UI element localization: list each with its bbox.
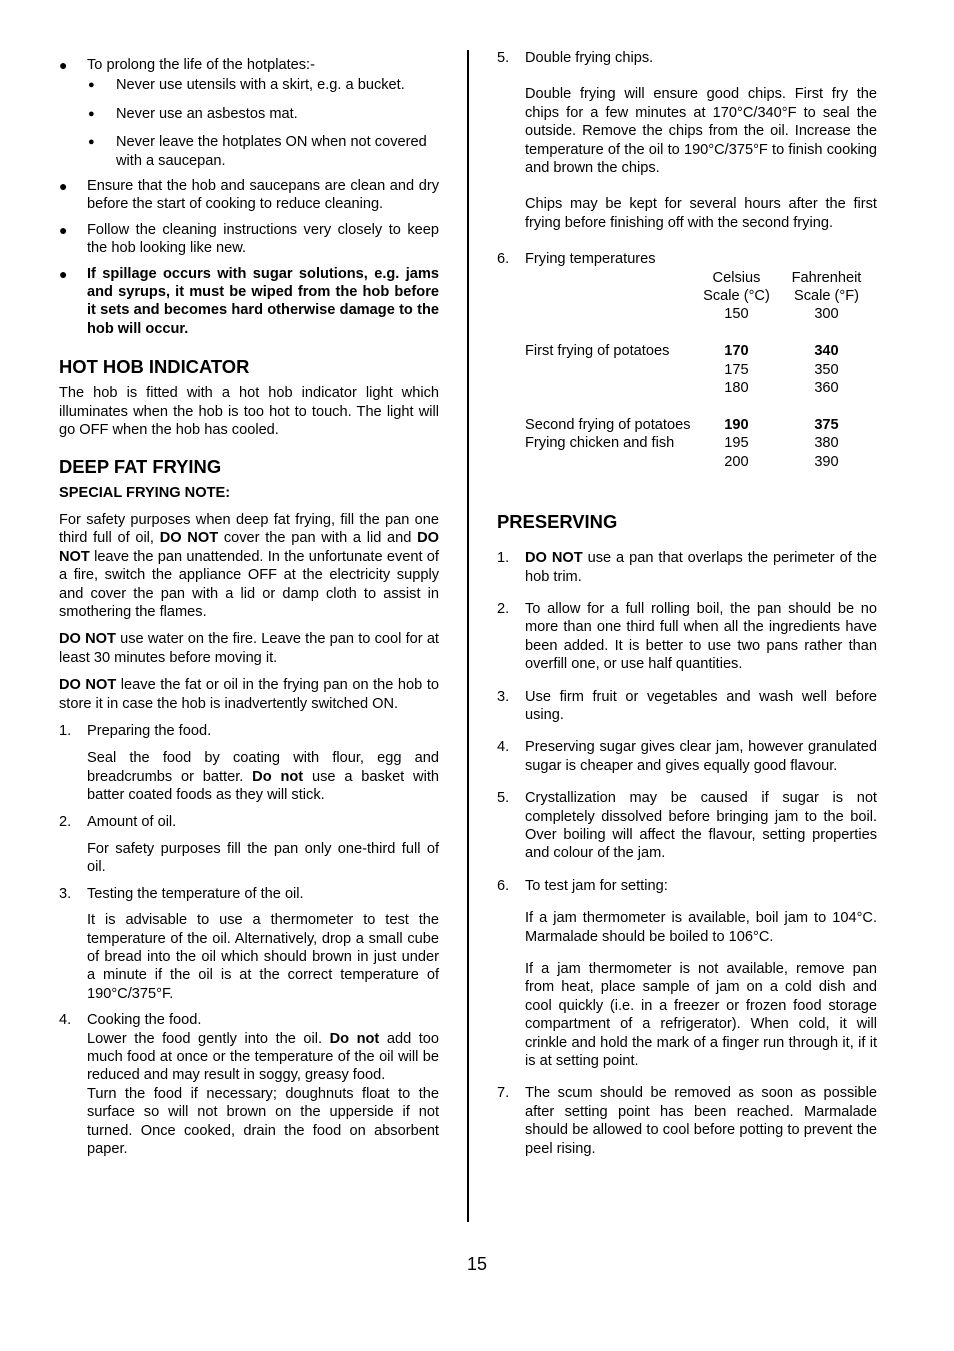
list-item: 4. Preserving sugar gives clear jam, however granulated sugar is cheaper and gives equally good flavour. bbox=[497, 739, 877, 774]
sub-bullet-item bbox=[59, 133, 439, 170]
bullet-text: To prolong the life of the hotplates:- bbox=[87, 57, 315, 73]
list-item: 4. Cooking the food. bbox=[59, 1012, 202, 1029]
table-cell-fahrenheit: 380 bbox=[814, 435, 839, 452]
sub-bullet-text: Never use an asbestos mat. bbox=[116, 105, 298, 122]
table-cell-fahrenheit bbox=[776, 324, 877, 342]
column-divider bbox=[467, 50, 469, 1222]
table-cell-fahrenheit: 360 bbox=[814, 380, 839, 397]
bullet-icon: ● bbox=[59, 221, 68, 238]
list-item: 1. DO NOT use a pan that overlaps the perimeter of the hob trim. bbox=[497, 550, 877, 585]
table-cell-fahrenheit: 375 bbox=[814, 416, 839, 433]
table-cell-label: Second frying of potatoes bbox=[525, 416, 691, 433]
section-heading-deep-fat: DEEP FAT FRYING bbox=[59, 455, 222, 477]
table-cell-celsius bbox=[697, 324, 776, 342]
page-number: 15 bbox=[466, 1254, 488, 1274]
list-item: 2. To allow for a full rolling boil, the pan should be no more than one third full when all the ingredients have been added. It is better to use two pans rather than overfill one, or use half quantities. bbox=[497, 600, 877, 673]
bullet-text: Ensure that the hob and saucepans are clean and dry before the start of cooking to reduce cleaning. bbox=[87, 178, 439, 213]
bullet-item bbox=[59, 177, 439, 214]
list-item: 7. The scum should be removed as soon as possible after setting point has been reached. Marmalade should be allowed to cool before potting to prevent the peel rising. bbox=[497, 1085, 877, 1157]
table-row bbox=[525, 379, 877, 397]
list-item-text: Turn the food if necessary; doughnuts float to the surface so will not brown on the upperside if not turned. Once cooked, drain the food on absorbent paper. bbox=[87, 1085, 439, 1158]
subheading-frying-note: SPECIAL FRYING NOTE: bbox=[59, 484, 231, 501]
table-row bbox=[525, 416, 877, 434]
frying-temperatures-table bbox=[525, 269, 877, 471]
table-row bbox=[525, 324, 877, 342]
section-heading-hot-hob: HOT HOB INDICATOR bbox=[59, 356, 250, 378]
section-heading-preserving: PRESERVING bbox=[497, 511, 618, 533]
list-item: 6. To test jam for setting: If a jam thermometer is available, boil jam to 104°C. Marmalade should be boiled to 106°C. If a jam thermometer is not available, remove pan from heat, place sample of jam on a cold dish and cool quickly (i.e. in a freezer or frozen food storage compartment of a refrigerator). When cold, it will crinkle and hold the mark of a finger run through it, if it is at setting point. bbox=[497, 877, 877, 1070]
left-column bbox=[59, 48, 439, 1159]
list-item: 5. Double frying chips. bbox=[497, 50, 654, 66]
sub-bullet-text: Never leave the hotplates ON when not covered with a saucepan. bbox=[116, 134, 427, 169]
table-row bbox=[525, 453, 877, 471]
bullet-icon: ● bbox=[88, 79, 95, 92]
table-cell-label bbox=[525, 398, 697, 416]
bullet-item-warning bbox=[59, 265, 439, 339]
table-cell-celsius: 170 bbox=[724, 343, 749, 360]
table-cell-fahrenheit: 300 bbox=[814, 306, 839, 323]
list-item-text: For safety purposes fill the pan only one-third full of oil. bbox=[87, 841, 439, 876]
table-cell-label bbox=[525, 453, 697, 471]
list-item: 2. Amount of oil. bbox=[59, 813, 177, 830]
table-cell-celsius: 195 bbox=[724, 435, 749, 452]
table-row bbox=[525, 398, 877, 416]
table-cell-label bbox=[525, 361, 697, 379]
table-row bbox=[525, 361, 877, 379]
bullet-item bbox=[59, 56, 439, 74]
table-cell-label: First frying of potatoes bbox=[525, 343, 670, 360]
table-cell-celsius bbox=[697, 398, 776, 416]
table-cell-label bbox=[525, 305, 697, 323]
table-cell-fahrenheit bbox=[776, 398, 877, 416]
table-cell-celsius: 190 bbox=[724, 416, 749, 433]
hot-hob-text: The hob is fitted with a hot hob indicator light which illuminates when the hob is too hot to touch. The light will go OFF when the hob has cooled. bbox=[59, 385, 439, 439]
frying-water-paragraph: DO NOT use water on the fire. Leave the pan to cool for at least 30 minutes before moving it. bbox=[59, 631, 439, 666]
list-item-text: Lower the food gently into the oil. Do not add too much food at once or the temperature of the oil will be reduced and may result in soggy, greasy food. bbox=[87, 1030, 440, 1084]
table-row bbox=[525, 342, 877, 360]
bullet-icon: ● bbox=[59, 265, 68, 282]
list-item-text: Chips may be kept for several hours after the first frying before finishing off with the second frying. bbox=[525, 196, 877, 231]
table-cell-celsius: 180 bbox=[724, 380, 749, 397]
celsius-header: Celsius Scale (°C) bbox=[703, 269, 770, 305]
table-cell-fahrenheit: 390 bbox=[814, 453, 839, 470]
right-column bbox=[497, 48, 877, 1158]
table-row bbox=[525, 434, 877, 452]
table-cell-fahrenheit: 350 bbox=[814, 361, 839, 378]
bullet-icon: ● bbox=[59, 57, 68, 73]
frying-note-paragraph: For safety purposes when deep fat frying, fill the pan one third full of oil, DO NOT cover the pan with a lid and DO NOT leave the pan unattended. In the unfortunate event of a fire, switch the appliance OFF at the electricity supply and cover the pan with a lid or damp cloth to assist in smothering the flames. bbox=[59, 511, 440, 620]
preserving-list bbox=[497, 549, 877, 1158]
bullet-text: If spillage occurs with sugar solutions, e.g. jams and syrups, it must be wiped from the hob before it sets and becomes hard otherwise damage to the hob will occur. bbox=[87, 265, 439, 337]
table-cell-label bbox=[525, 379, 697, 397]
list-item-text: It is advisable to use a thermometer to test the temperature of the oil. Alternatively, drop a small cube of bread into the oil which should brown in just under a minute if the oil is at the correct temperature of 190°C/375°F. bbox=[87, 912, 439, 1002]
bullet-text: Follow the cleaning instructions very closely to keep the hob looking like new. bbox=[87, 221, 439, 257]
bullet-item bbox=[59, 221, 439, 258]
list-item: 1. Preparing the food. bbox=[59, 722, 212, 739]
table-cell-label: Frying chicken and fish bbox=[525, 435, 675, 452]
table-cell-fahrenheit: 340 bbox=[814, 343, 839, 360]
list-item: 5. Crystallization may be caused if sugar is not completely dissolved before bringing jam to the boil. Over boiling will affect the flavour, setting properties and colour of the jam. bbox=[497, 790, 877, 862]
list-item-text: Double frying will ensure good chips. First fry the chips for a few minutes at 170°C/340°F to seal the outside. Remove the chips from the oil. Increase the temperature of the oil to 190°C/375°F to finish cooking and brown the chips. bbox=[525, 86, 877, 177]
list-item: 3. Use firm fruit or vegetables and wash well before using. bbox=[497, 688, 877, 723]
bullet-icon: ● bbox=[88, 136, 95, 149]
fahrenheit-header: Fahrenheit Scale (°F) bbox=[791, 269, 862, 305]
frying-storage-paragraph: DO NOT leave the fat or oil in the frying pan on the hob to store it in case the hob is inadvertently switched ON. bbox=[59, 677, 439, 712]
table-header-row bbox=[525, 269, 877, 306]
bullet-icon: ● bbox=[88, 107, 95, 120]
table-cell-celsius: 150 bbox=[724, 306, 749, 323]
table-cell-label bbox=[525, 324, 697, 342]
bullet-icon: ● bbox=[59, 178, 68, 195]
table-cell-celsius: 200 bbox=[724, 453, 749, 470]
list-item: 6. Frying temperatures bbox=[497, 251, 656, 268]
table-row bbox=[525, 305, 877, 323]
list-item: 3. Testing the temperature of the oil. bbox=[59, 885, 304, 902]
list-item-text: Seal the food by coating with flour, egg and breadcrumbs or batter. Do not use a basket with batter coated foods as they will stick. bbox=[87, 750, 440, 804]
sub-bullet-item bbox=[59, 76, 439, 94]
sub-bullet-item bbox=[59, 105, 439, 123]
sub-bullet-text: Never use utensils with a skirt, e.g. a bucket. bbox=[116, 77, 405, 94]
table-cell-celsius: 175 bbox=[724, 361, 749, 378]
